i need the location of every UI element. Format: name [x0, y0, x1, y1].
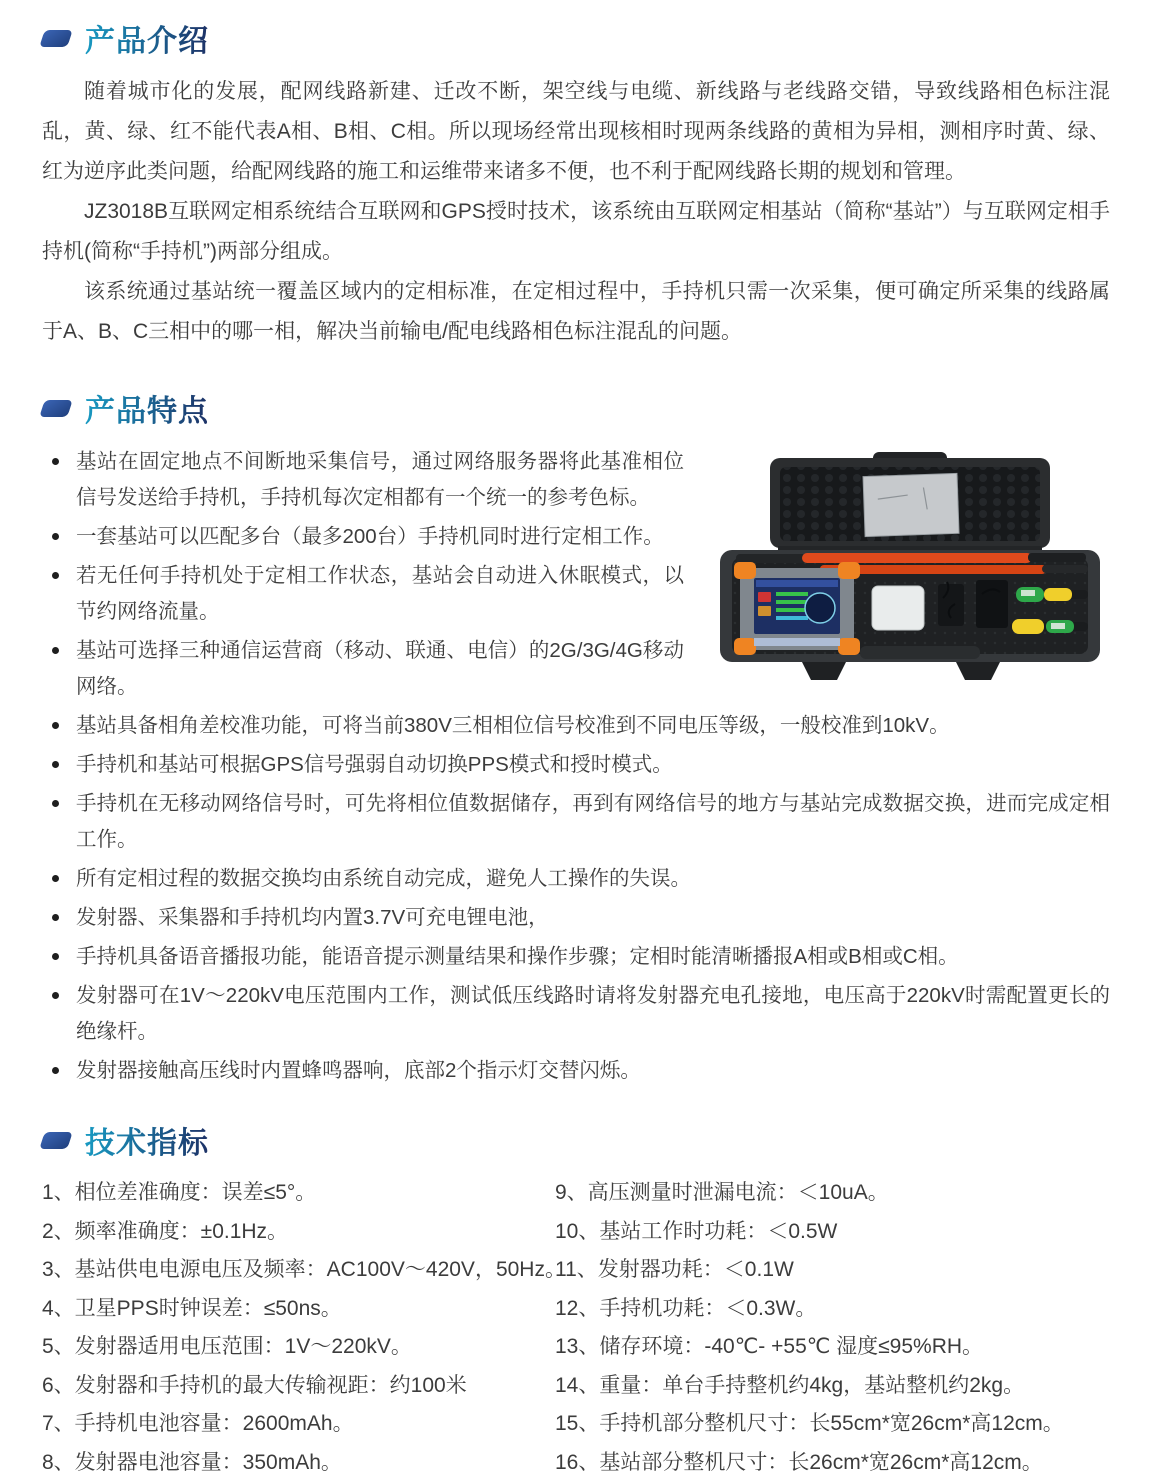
spec-item: 15、手持机部分整机尺寸：长55cm*宽26cm*高12cm。	[555, 1405, 1110, 1444]
bullet-dot-icon	[52, 722, 59, 729]
feature-item	[42, 939, 1110, 975]
bullet-dot-icon	[52, 533, 59, 540]
spec-item: 10、基站工作时功耗：＜0.5W	[555, 1213, 1110, 1252]
feature-item	[42, 861, 1110, 897]
spec-item: 8、发射器电池容量：350mAh。	[42, 1444, 555, 1482]
feature-text: 一套基站可以匹配多台（最多200台）手持机同时进行定相工作。	[76, 525, 664, 548]
spec-item: 7、手持机电池容量：2600mAh。	[42, 1405, 555, 1444]
bullet-dot-icon	[52, 992, 59, 999]
feature-text: 发射器接触高压线时内置蜂鸣器响，底部2个指示灯交替闪烁。	[76, 1059, 641, 1082]
spec-item: 13、储存环境：-40℃- +55℃ 湿度≤95%RH。	[555, 1328, 1110, 1367]
feature-text: 手持机和基站可根据GPS信号强弱自动切换PPS模式和授时模式。	[76, 753, 673, 776]
section-title-features: 产品特点	[85, 386, 209, 430]
feature-item	[42, 1053, 1110, 1089]
section-marker-icon	[39, 400, 73, 417]
feature-item	[42, 444, 1110, 516]
bullet-dot-icon	[52, 800, 59, 807]
bullet-dot-icon	[52, 1067, 59, 1074]
feature-item	[42, 900, 1110, 936]
feature-text: 基站在固定地点不间断地采集信号，通过网络服务器将此基准相位信号发送给手持机，手持机每次定相都有一个统一的参考色标。	[76, 450, 684, 509]
section-features	[42, 386, 1110, 1092]
spec-item: 1、相位差准确度：误差≤5°。	[42, 1174, 555, 1213]
section-intro	[42, 16, 1110, 352]
bullet-dot-icon	[52, 875, 59, 882]
feature-item	[42, 519, 1110, 555]
features-body	[42, 444, 1110, 1092]
section-header-intro	[42, 16, 1110, 60]
feature-text: 所有定相过程的数据交换均由系统自动完成，避免人工操作的失误。	[76, 867, 691, 890]
feature-text: 发射器、采集器和手持机均内置3.7V可充电锂电池，	[76, 906, 549, 929]
specs-columns	[42, 1174, 1110, 1482]
spec-item: 9、高压测量时泄漏电流：＜10uA。	[555, 1174, 1110, 1213]
feature-item	[42, 633, 1110, 705]
spec-item: 14、重量：单台手持整机约4kg，基站整机约2kg。	[555, 1367, 1110, 1406]
bullet-dot-icon	[52, 572, 59, 579]
section-title-intro: 产品介绍	[85, 16, 209, 60]
section-title-specs: 技术指标	[85, 1118, 209, 1162]
spec-item: 5、发射器适用电压范围：1V～220kV。	[42, 1328, 555, 1367]
spec-item: 4、卫星PPS时钟误差：≤50ns。	[42, 1290, 555, 1329]
spec-item: 3、基站供电电源电压及频率：AC100V～420V，50Hz。	[42, 1251, 555, 1290]
intro-paragraph: 该系统通过基站统一覆盖区域内的定相标准，在定相过程中，手持机只需一次采集，便可确定所采集的线路属于A、B、C三相中的哪一相，解决当前输电/配电线路相色标注混乱的问题。	[42, 272, 1110, 352]
spec-item: 16、基站部分整机尺寸：长26cm*宽26cm*高12cm。	[555, 1444, 1110, 1482]
feature-item	[42, 786, 1110, 858]
bullet-dot-icon	[52, 953, 59, 960]
specs-right-column	[555, 1174, 1110, 1482]
bullet-dot-icon	[52, 647, 59, 654]
spec-item: 6、发射器和手持机的最大传输视距：约100米	[42, 1367, 555, 1406]
feature-item	[42, 558, 1110, 630]
section-marker-icon	[39, 1132, 73, 1149]
intro-body	[42, 72, 1110, 352]
intro-paragraph: JZ3018B互联网定相系统结合互联网和GPS授时技术，该系统由互联网定相基站（简称“基站”）与互联网定相手持机(简称“手持机”)两部分组成。	[42, 192, 1110, 272]
spec-item: 11、发射器功耗：＜0.1W	[555, 1251, 1110, 1290]
spec-item: 2、频率准确度：±0.1Hz。	[42, 1213, 555, 1252]
specs-left-column	[42, 1174, 555, 1482]
feature-text: 基站具备相角差校准功能，可将当前380V三相相位信号校准到不同电压等级，一般校准到10kV。	[76, 714, 950, 737]
bullet-dot-icon	[52, 761, 59, 768]
spec-item: 12、手持机功耗：＜0.3W。	[555, 1290, 1110, 1329]
section-marker-icon	[39, 30, 73, 47]
intro-paragraph: 随着城市化的发展，配网线路新建、迁改不断，架空线与电缆、新线路与老线路交错，导致线路相色标注混乱，黄、绿、红不能代表A相、B相、C相。所以现场经常出现核相时现两条线路的黄相为异相，测相序时黄、绿、红为逆序此类问题，给配网线路的施工和运维带来诸多不便，也不利于配网线路长期的规划和管理。	[42, 72, 1110, 192]
feature-text: 若无任何手持机处于定相工作状态，基站会自动进入休眠模式，以节约网络流量。	[76, 564, 684, 623]
section-specs	[42, 1118, 1110, 1482]
bullet-dot-icon	[52, 914, 59, 921]
bullet-dot-icon	[52, 458, 59, 465]
section-header-features	[42, 386, 1110, 430]
feature-text: 发射器可在1V～220kV电压范围内工作，测试低压线路时请将发射器充电孔接地，电压高于220kV时需配置更长的绝缘杆。	[76, 984, 1110, 1043]
feature-item	[42, 978, 1110, 1050]
feature-text: 手持机在无移动网络信号时，可先将相位值数据储存，再到有网络信号的地方与基站完成数据交换，进而完成定相工作。	[76, 792, 1110, 851]
feature-text: 手持机具备语音播报功能，能语音提示测量结果和操作步骤；定相时能清晰播报A相或B相或C相。	[76, 945, 959, 968]
feature-text: 基站可选择三种通信运营商（移动、联通、电信）的2G/3G/4G移动网络。	[76, 639, 684, 698]
feature-item	[42, 747, 1110, 783]
feature-list	[42, 444, 1110, 1089]
feature-item	[42, 708, 1110, 744]
section-header-specs	[42, 1118, 1110, 1162]
